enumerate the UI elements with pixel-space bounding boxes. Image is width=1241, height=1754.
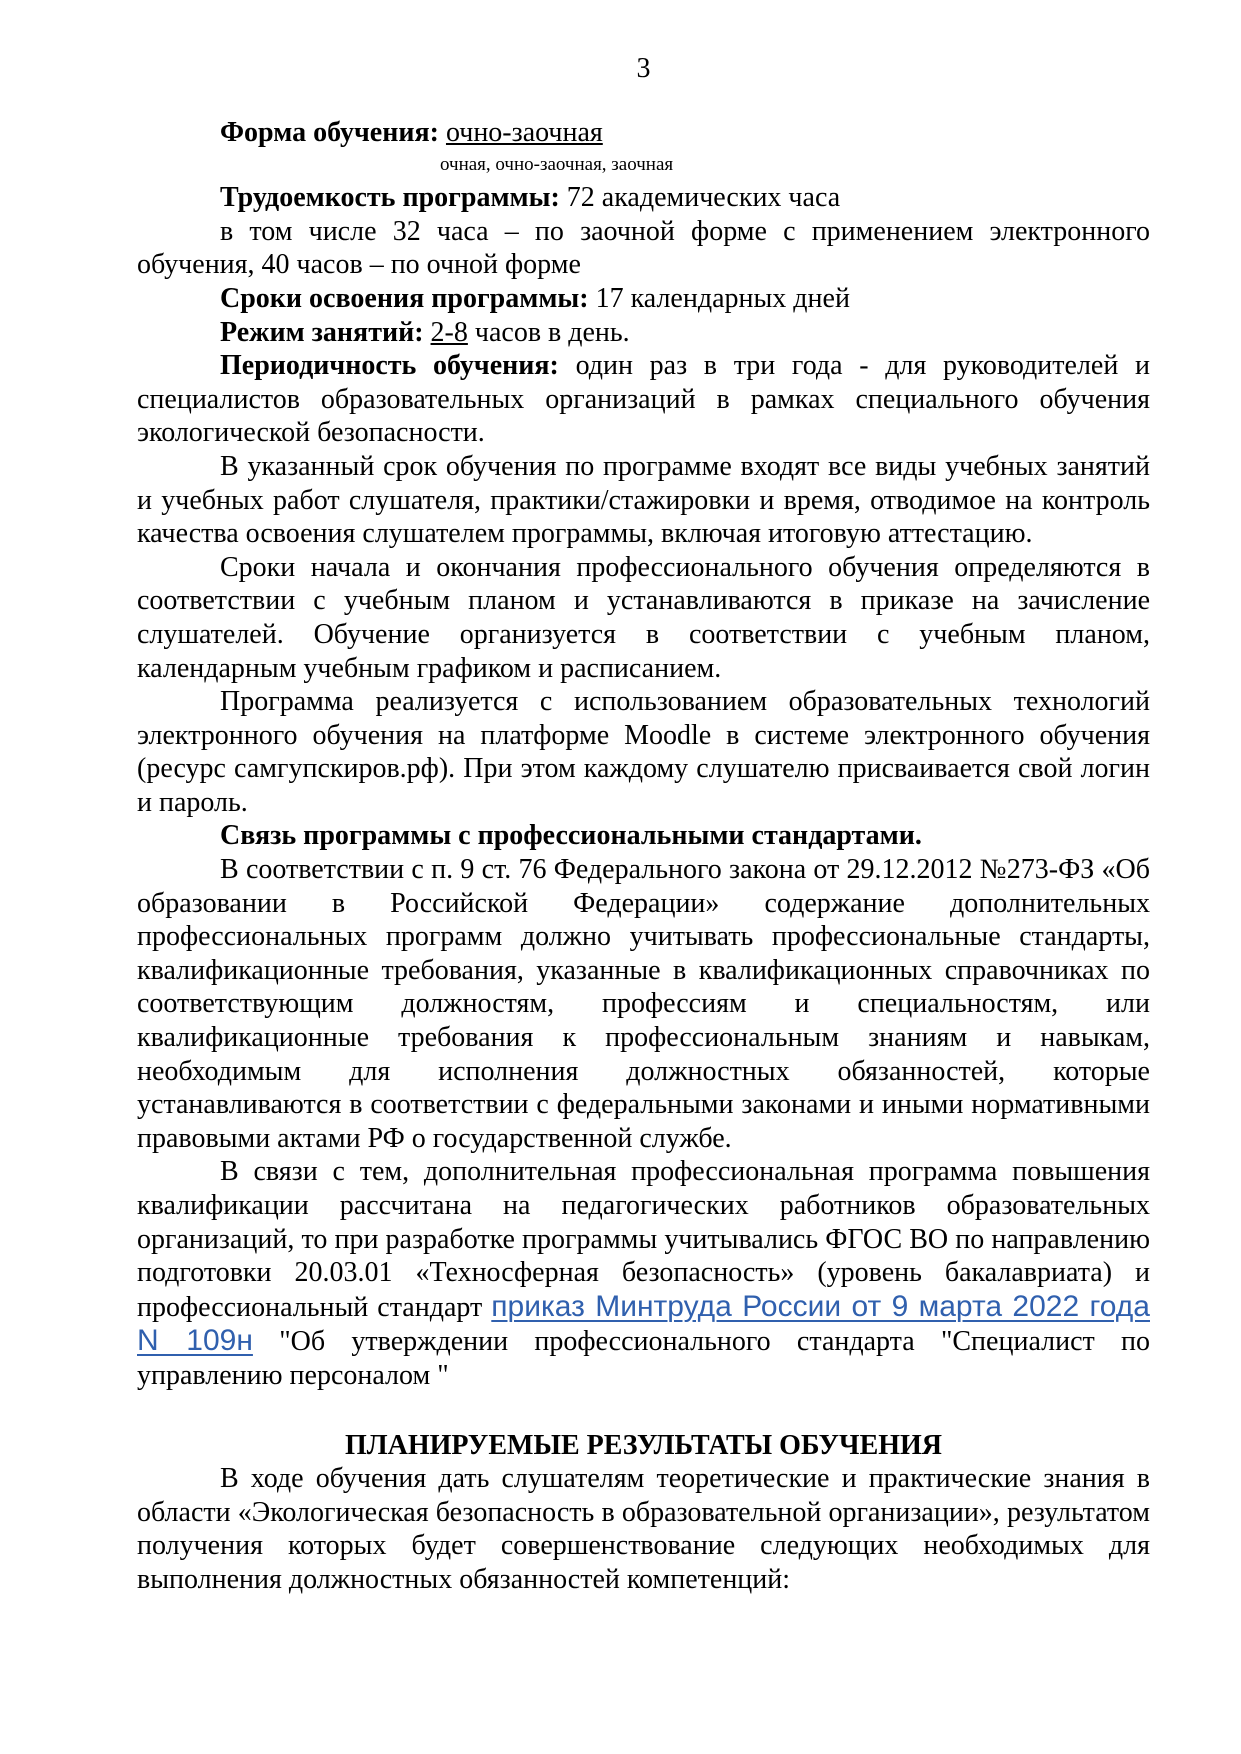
duration-value: 17 календарных дней [595, 282, 850, 314]
form-of-study-line [137, 116, 1150, 150]
periodicity-text: один раз в три года - для руководителей и специалистов образовательных организаций в рамках специального обучения экологической безопасности. [137, 350, 1150, 449]
results-section-heading: ПЛАНИРУЕМЫЕ РЕЗУЛЬТАТЫ ОБУЧЕНИЯ [344, 1429, 943, 1461]
fgos-standard-paragraph [137, 1155, 1150, 1392]
duration-label: Сроки освоения программы: [220, 282, 589, 314]
workload-value: 72 академических часа [566, 182, 841, 214]
mintrud-order-link[interactable]: приказ Минтруда России от 9 марта 2022 года N 109н [137, 1289, 1150, 1358]
schedule-line [137, 316, 1150, 350]
start-end-dates-paragraph: Сроки начала и окончания профессионального обучения определяются в соответствии с учебным планом и устанавливаются в приказе на зачисление слушателей. Обучение организуется в соответствии с учебным планом, календарным учебным графиком и расписанием. [137, 551, 1150, 684]
form-of-study-value: очно-заочная [445, 116, 603, 148]
schedule-label: Режим занятий: [220, 316, 424, 348]
schedule-hours-value: 2-8 [430, 316, 468, 348]
schedule-suffix: часов в день. [474, 316, 630, 348]
page-number: 3 [636, 53, 651, 84]
results-intro-paragraph: В ходе обучения дать слушателям теоретические и практические знания в области «Экологическая безопасность в образовательной организации», результатом получения которых будет совершенствование следующих необходимых для выполнения должностных обязанностей компетенций: [137, 1463, 1150, 1595]
workload-line [137, 181, 1150, 215]
periodicity-paragraph [137, 349, 1150, 450]
form-of-study-options-note: очная, очно-заочная, заочная [440, 154, 674, 176]
fgos-paragraph-text-after-link: "Об утверждении профессионального стандарта "Специалист по управлению персоналом " [137, 1326, 1151, 1391]
workload-detail-paragraph: в том числе 32 часа – по заочной форме с применением электронного обучения, 40 часов – по очной форме [137, 215, 1150, 281]
standards-section-heading: Связь программы с профессиональными стандартами. [220, 820, 922, 852]
periodicity-label: Периодичность обучения: [220, 350, 559, 382]
workload-label: Трудоемкость программы: [220, 182, 560, 214]
fgos-paragraph-text-before-link: В связи с тем, дополнительная профессиональная программа повышения квалификации рассчитана на педагогических работников образовательных организаций, то при разработке программы учитывались ФГОС ВО по направлению подготовки 20.03.01 «Техносферная безопасность» (уровень бакалавриата) и профессиональный стандарт [137, 1156, 1150, 1323]
moodle-platform-paragraph: Программа реализуется с использованием образовательных технологий электронного обучения на платформе Moodle в системе электронного обучения (ресурс самгупскиров.рф). При этом каждому слушателю присваивается свой логин и пароль. [137, 686, 1150, 818]
duration-line [137, 282, 1150, 316]
law-reference-paragraph: В соответствии с п. 9 ст. 76 Федерального закона от 29.12.2012 №273-ФЗ «Об образовании в Российской Федерации» содержание дополнительных профессиональных программ должно учитывать профессиональные стандарты, квалификационные требования, указанные в квалификационных справочниках по соответствующим должностям, профессиям и специальностям, или квалификационные требования к профессиональным знаниям и навыкам, необходимым для исполнения должностных обязанностей, которые устанавливаются в соответствии с федеральными законами и иными нормативными правовыми актами РФ о государственной службе. [137, 854, 1150, 1154]
study-period-scope-paragraph: В указанный срок обучения по программе входят все виды учебных занятий и учебных работ слушателя, практики/стажировки и время, отводимое на контроль качества освоения слушателем программы, включая итоговую аттестацию. [137, 450, 1150, 550]
form-of-study-label: Форма обучения: [220, 116, 439, 148]
